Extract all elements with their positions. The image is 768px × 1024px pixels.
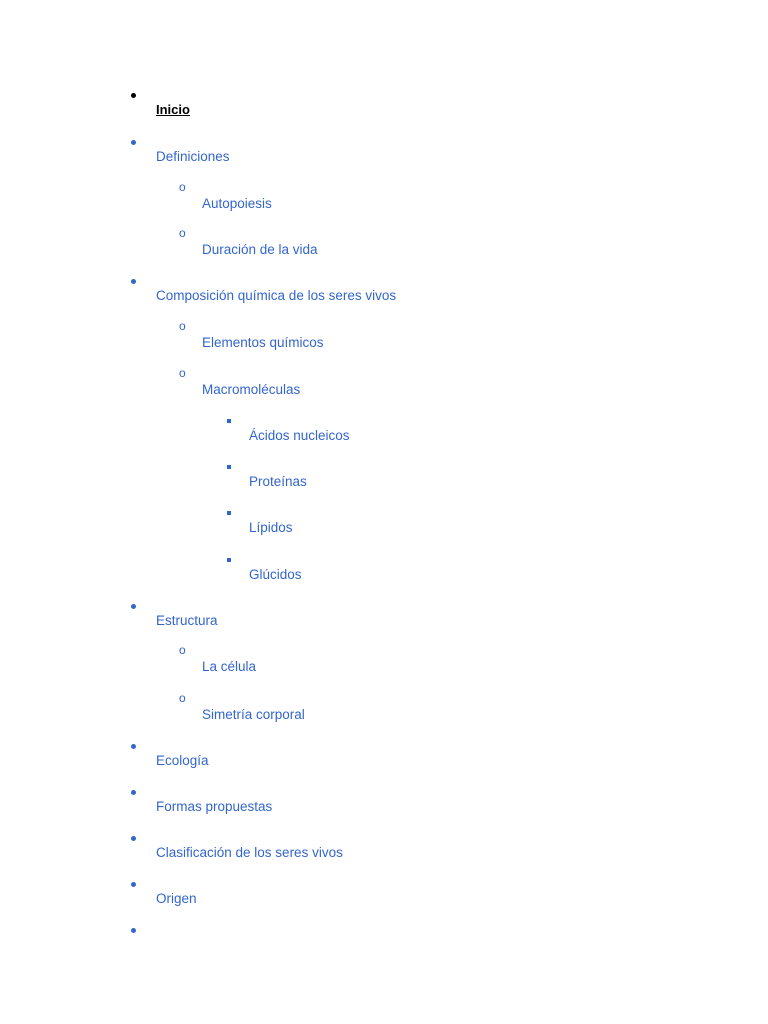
toc-item-la-celula[interactable] bbox=[0, 643, 768, 696]
bullet-dot-icon bbox=[131, 928, 136, 933]
toc-link-formas-propuestas[interactable]: Formas propuestas bbox=[156, 799, 273, 814]
toc-item-autopoiesis[interactable] bbox=[0, 180, 768, 233]
toc-link-clasificacion[interactable]: Clasificación de los seres vivos bbox=[156, 845, 343, 860]
toc-item-ecologia[interactable] bbox=[0, 744, 768, 790]
toc-item-composicion-quimica[interactable] bbox=[0, 279, 768, 325]
bullet-dot-icon bbox=[131, 604, 136, 609]
toc-link-definiciones[interactable]: Definiciones bbox=[156, 149, 230, 164]
toc-link-proteinas[interactable]: Proteínas bbox=[249, 474, 307, 489]
bullet-dot-icon bbox=[131, 882, 136, 887]
bullet-square-icon bbox=[227, 558, 231, 562]
toc-item-elementos-quimicos[interactable] bbox=[0, 319, 768, 372]
toc-link-elementos-quimicos[interactable]: Elementos químicos bbox=[202, 335, 324, 350]
bullet-dot-icon bbox=[131, 744, 136, 749]
toc-link-simetria-corporal[interactable]: Simetría corporal bbox=[202, 707, 305, 722]
bullet-square-icon bbox=[227, 419, 231, 423]
toc-item-proteinas[interactable] bbox=[0, 465, 768, 511]
bullet-circle-icon: o bbox=[179, 180, 186, 194]
bullet-dot-icon bbox=[131, 836, 136, 841]
toc-item-duracion-vida[interactable] bbox=[0, 226, 768, 279]
toc-item-estructura[interactable] bbox=[0, 604, 768, 650]
toc-item-clasificacion[interactable] bbox=[0, 836, 768, 882]
bullet-circle-icon: o bbox=[179, 366, 186, 380]
bullet-circle-icon: o bbox=[179, 226, 186, 240]
bullet-dot-icon bbox=[131, 140, 136, 145]
toc-item-macromoleculas[interactable] bbox=[0, 366, 768, 419]
toc-item-formas-propuestas[interactable] bbox=[0, 790, 768, 836]
bullet-dot-icon bbox=[131, 93, 136, 98]
toc-item-simetria-corporal[interactable] bbox=[0, 691, 768, 744]
toc-item-definiciones[interactable] bbox=[0, 140, 768, 186]
toc-link-inicio[interactable]: Inicio bbox=[156, 102, 190, 117]
bullet-square-icon bbox=[227, 511, 231, 515]
toc-link-lipidos[interactable]: Lípidos bbox=[249, 520, 293, 535]
toc-link-macromoleculas[interactable]: Macromoléculas bbox=[202, 382, 301, 397]
toc-item-origen[interactable] bbox=[0, 882, 768, 928]
toc-link-acidos-nucleicos[interactable]: Ácidos nucleicos bbox=[249, 428, 350, 443]
bullet-circle-icon: o bbox=[179, 643, 186, 657]
toc-item-inicio[interactable] bbox=[0, 93, 768, 139]
toc-item-acidos-nucleicos[interactable] bbox=[0, 419, 768, 465]
bullet-circle-icon: o bbox=[179, 319, 186, 333]
toc-link-ecologia[interactable]: Ecología bbox=[156, 753, 209, 768]
toc-link-la-celula[interactable]: La célula bbox=[202, 659, 257, 674]
toc-link-autopoiesis[interactable]: Autopoiesis bbox=[202, 196, 272, 211]
bullet-circle-icon: o bbox=[179, 691, 186, 705]
bullet-dot-icon bbox=[131, 279, 136, 284]
toc-link-origen[interactable]: Origen bbox=[156, 891, 197, 906]
bullet-square-icon bbox=[227, 465, 231, 469]
toc-link-composicion-quimica[interactable]: Composición química de los seres vivos bbox=[156, 288, 397, 303]
toc-link-estructura[interactable]: Estructura bbox=[156, 613, 218, 628]
toc-item-glucidos[interactable] bbox=[0, 558, 768, 604]
toc-item-truncated[interactable] bbox=[0, 928, 768, 974]
bullet-dot-icon bbox=[131, 790, 136, 795]
toc-item-lipidos[interactable] bbox=[0, 511, 768, 557]
toc-link-duracion-vida[interactable]: Duración de la vida bbox=[202, 242, 318, 257]
toc-link-glucidos[interactable]: Glúcidos bbox=[249, 567, 302, 582]
